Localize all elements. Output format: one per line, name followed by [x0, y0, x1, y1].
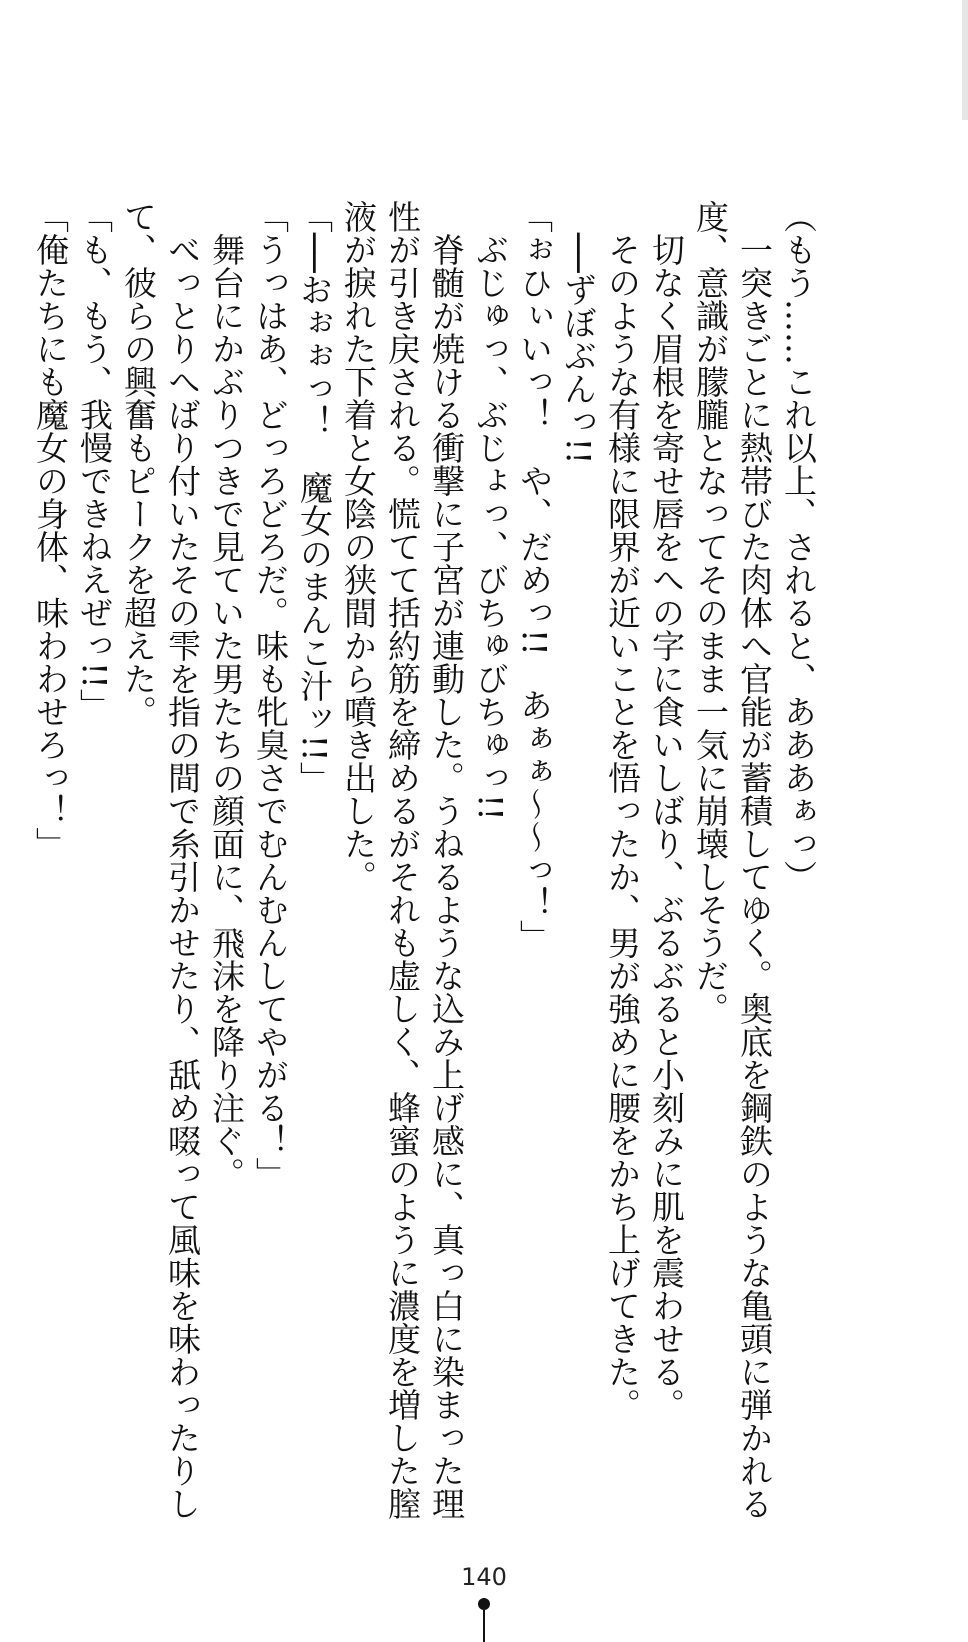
page-edge-shadow [962, 0, 968, 120]
text-line: 液が捩れた下着と女陰の狭間から噴き出した。 [339, 200, 378, 893]
text-line: そのような有様に限界が近いことを悟ったか、男が強めに腰をかち上げてきた。 [603, 200, 642, 1421]
text-line: 脊髄が焼ける衝撃に子宮が連動した。うねるような込み上げ感に、真っ白に染まった理 [427, 200, 466, 1520]
text-line: 「──おぉぉっ！ 魔女のまんこ汁ッ!!」 [295, 200, 334, 795]
text-line: 一突きごとに熱帯びた肉体へ官能が蓄積してゆく。奥底を鋼鉄のような亀頭に弾かれる [735, 200, 774, 1520]
text-line: （もう……これ以上、されると、あああぁっ） [779, 200, 818, 893]
page-marker-dot [478, 1598, 490, 1610]
text-line: 「ぉひぃいっ！ や、だめっ!! あぁぁ〜〜っ！」 [515, 200, 554, 953]
text-line: ぶじゅっ、ぶじょっ、びちゅびちゅっ!! [471, 200, 510, 821]
page-number: 140 [461, 1563, 507, 1591]
text-line: て、彼らの興奮もピークを超えた。 [119, 200, 158, 728]
text-line: 切なく眉根を寄せ唇をへの字に食いしばり、ぶるぶると小刻みに肌を震わせる。 [647, 200, 686, 1421]
text-line: 「も、もう、我慢できねえぜっ!!」 [75, 200, 114, 722]
text-line: 「俺たちにも魔女の身体、味わわせろっ！」 [31, 200, 70, 860]
text-line: 「うっはあ、どっろどろだ。味も牝臭さでむんむんしてやがる！」 [251, 200, 290, 1190]
text-line: 舞台にかぶりつきで見ていた男たちの顔面に、飛沫を降り注ぐ。 [207, 200, 246, 1190]
vertical-text-body [28, 200, 820, 1520]
page-marker-line [483, 1610, 485, 1642]
text-line: ──ずぼぶんっ!! [559, 200, 598, 465]
text-line: べっとりへばり付いたその雫を指の間で糸引かせたり、舐め啜って風味を味わったりし [163, 200, 202, 1520]
text-line: 性が引き戻される。慌てて括約筋を締めるがそれも虚しく、蜂蜜のように濃度を増した膣 [383, 200, 422, 1520]
text-line: 度、意識が朦朧となってそのまま一気に崩壊しそうだ。 [691, 200, 730, 1025]
